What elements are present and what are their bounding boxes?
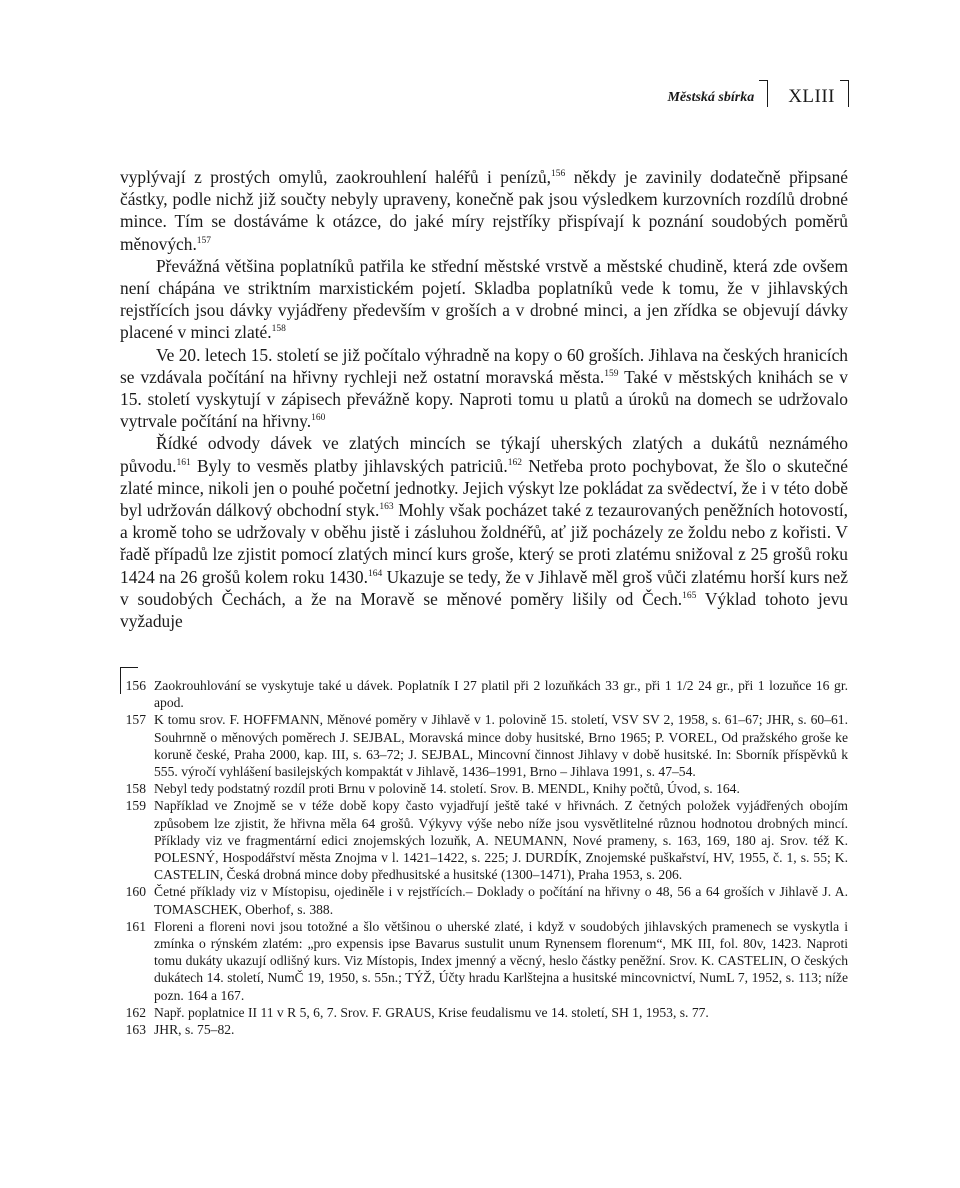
paragraph-text: vyplývají z prostých omylů, zaokrouhlení haléřů i penízů, (120, 167, 552, 187)
section-title: Městská sbírka (667, 90, 755, 105)
footnote-reference: 164 (367, 568, 383, 579)
footnote-number: 158 (125, 781, 146, 797)
footnote-number: 160 (125, 884, 146, 900)
body-paragraph (120, 432, 848, 632)
footnote-number: 161 (125, 918, 146, 934)
footnote-number: 156 (125, 678, 146, 693)
footnote-item (120, 918, 848, 1004)
paragraph-text: Ve 20. letech 15. století se již počítalo výhradně na kopy o 60 groších. Jihlava na českých hranicích se vzdávala počítání na hřivny rychleji než ostatní moravská města. (120, 344, 848, 387)
footnote-text: Nebyl tedy podstatný rozdíl proti Brnu v polovině 14. století. Srov. B. MENDL, Knihy počtů, Úvod, s. 164. (154, 781, 740, 797)
footnote-item (120, 1021, 848, 1038)
footnote-item (120, 677, 848, 711)
footnote-text: K tomu srov. F. HOFFMANN, Měnové poměry v Jihlavě v 1. polovině 15. století, VSV SV 2, 1958, s. 61–67; JHR, s. 60–61. Souhrnně o měnových poměrech J. SEJBAL, Moravská mince doby husitské, Brno 1965; P. VOREL, Od pražského groše ke koruně české, Praha 2000, kap. III, s. 63–72; J. SEJBAL, Mincovní činnost Jihlavy v době husitské. In: Sborník příspěvků k 555. výročí vyhlášení basilejských kompaktát v Jihlavě, 1436–1991, Brno – Jihlava 1991, s. 47–54. (154, 712, 848, 780)
paragraph-text: Netřeba proto pochybovat, že šlo o skutečné zlaté mince, nikoli jen o pouhé početní jednotky. Jejich výskyt lze pokládat za svědectví, že i v této době byl udržován dálkový obchodní styk. (120, 455, 848, 521)
footnote-text: Floreni a floreni novi jsou totožné a šlo většinou o uherské zlaté, i když v soudobých jihlavských pramenech se vyskytla i zmínka o rýnském zlatém: „pro expensis ipse Bavarus sustulit unum Rynensem florenum“, MK III, fol. 80v, 1423. Naproti tomu dukáty ukazují odlišný kurs. Viz Místopis, Index jmenný a věcný, heslo částky peněžní. Srov. K. CASTELIN, O českých dukátech 14. století, NumČ 19, 1950, s. 55n.; TÝŽ, Účty hradu Karlštejna a husitské mincovnictví, NumL 7, 1952, s. 113; níže pozn. 164 a 167. (154, 918, 848, 1003)
footnote-text: JHR, s. 75–82. (154, 1022, 235, 1038)
body-paragraph (120, 166, 848, 255)
paragraph-text: Také v městských knihách se v 15. století vyskytují v zápisech převážně kopy. Naproti tomu u platů a úroků na domech se udržovalo vytrvale počítání na hřivny. (120, 366, 848, 432)
footnote-text: Zaokrouhlování se vyskytuje také u dávek. Poplatník I 27 platil při 2 lozuňkách 33 gr., při 1 1/2 24 gr., při 1 lozuňce 16 gr. apod. (154, 678, 848, 711)
footnote-number: 163 (125, 1022, 146, 1038)
footnote-item (120, 711, 848, 780)
footnote-reference: 160 (311, 413, 326, 424)
footnote-text: Např. poplatnice II 11 v R 5, 6, 7. Srov. F. GRAUS, Krise feudalismu ve 14. století, SH 1, 1953, s. 77. (154, 1004, 709, 1020)
footnote-text: Například ve Znojmě se v téže době kopy často vyjadřují ještě také v hřivnách. Z četných položek vyjádřených obojím způsobem lze zjistit, že hřivna měla 64 grošů. Výkyvy výše nebo níže jsou vysvětlitelné různou hodnotou drobných mincí. Příklady viz ve fragmentární edici znojemských lozuňk, A. NEUMANN, Nové prameny, s. 163, 169, 180 aj. Srov. též K. POLESNÝ, Hospodářství města Znojma v l. 1421–1422, s. 225; J. DURDÍK, Znojemské puškařství, HV, 1955, č. 1, s. 55; K. CASTELIN, Česká drobná mince doby předhusitské a husitské (1300–1471), Praha 1953, s. 206. (154, 798, 848, 883)
footnote-item (120, 780, 848, 797)
main-text (120, 166, 848, 632)
running-header (667, 80, 849, 108)
footnote-reference: 162 (507, 457, 522, 468)
footnote-reference: 158 (271, 324, 286, 335)
paragraph-text: Byly to vesměs platby jihlavských patriciů. (190, 455, 508, 476)
footnote-number: 162 (125, 1004, 146, 1020)
header-corner-mark (759, 80, 768, 107)
page-corner-mark (840, 80, 849, 107)
footnote-reference: 159 (604, 369, 619, 380)
paragraph-text: Ukazuje se tedy, že v Jihlavě měl groš vůči zlatému horší kurs než v soudobých Čechách, a že na Moravě se měnové poměry lišily od Čech. (120, 566, 848, 609)
paragraph-text: někdy je zavinily dodatečně připsané částky, podle nichž již součty nebyly upraveny, konečně pak jsou výsledkem kurzovních rozdílů drobné mince. Tím se dostáváme k otázce, do jaké míry rejstříky přispívají k poznání soudobých poměrů měnových. (120, 167, 848, 254)
footnote-number: 159 (125, 798, 146, 814)
running-header-section (667, 80, 768, 106)
body-paragraph (120, 255, 848, 344)
footnote-number: 157 (125, 712, 146, 728)
footnote-reference: 156 (551, 169, 566, 180)
footnote-reference: 165 (682, 591, 697, 602)
body-paragraph (120, 344, 848, 433)
paragraph-text: Řídké odvody dávek ve zlatých mincích se týkají uherských zlatých a dukátů neznámého původu. (120, 433, 848, 476)
paragraph-text: Výklad tohoto jevu vyžaduje (120, 588, 849, 632)
footnote-reference: 163 (379, 502, 394, 513)
running-header-page (788, 80, 849, 108)
footnote-reference: 161 (176, 457, 191, 468)
page-number: XLIII (788, 86, 835, 107)
footnote-reference: 157 (196, 235, 212, 246)
footnotes (120, 677, 848, 1038)
footnote-text: Četné příklady viz v Místopisu, ojediněle i v rejstřících.– Doklady o počítání na hřivny o 48, 56 a 64 groších v Jihlavě J. A. TOMASCHEK, Oberhof, s. 388. (154, 884, 848, 917)
footnote-item (120, 883, 848, 917)
footnote-item (120, 797, 848, 883)
paragraph-text: Mohly však pocházet také z tezaurovaných peněžních hotovostí, a kromě toho se udržovaly v oběhu jistě i zásluhou žoldnéřů, ať již pocházely ze žoldu nebo z kořisti. V řadě případů lze zjistit pomocí zlatých mincí kurs groše, který se proti zlatému snižoval z 25 grošů roku 1424 na 26 grošů kolem roku 1430. (120, 500, 848, 587)
paragraph-text: Převážná většina poplatníků patřila ke střední městské vrstvě a městské chudině, která zde ovšem není chápána ve striktním marxistickém pojetí. Skladba poplatníků vede k tomu, že v jihlavských rejstřících jsou dávky vyjádřeny především v groších a v drobné minci, a jen zřídka se objevují dávky placené v minci zlaté. (120, 255, 848, 343)
footnote-item (120, 1004, 848, 1021)
